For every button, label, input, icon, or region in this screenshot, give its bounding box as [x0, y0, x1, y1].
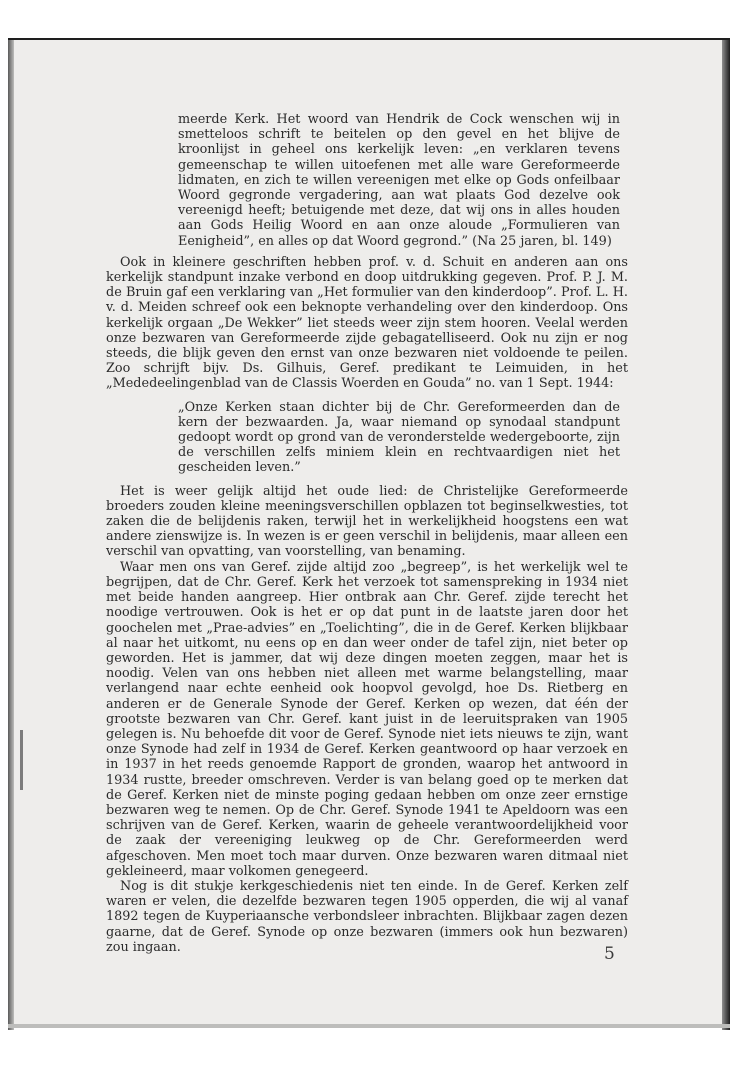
paragraph-samenspreking: Waar men ons van Geref. zijde altijd zoo „begreep”, is het werkelijk wel te begrijpen, dat de Chr. Geref. Kerk het verzoek tot samenspreking in 1934 niet met beide handen aangreep. Hier ontbrak aan Chr. Geref. zijde terecht het noodige vertrouwen. Ook is het er op dat punt in de laatste jaren door het goochelen met „Prae-advies” en „Toelichting”, die in de Geref. Kerken blijkbaar al naar het uitkomt, nu eens op en dan weer onder de tafel zijn, niet beter op geworden. Het is jammer, dat wij deze dingen moeten zeggen, maar het is noodig. Velen van ons hebben niet alleen met warme belangstelling, maar verlangend naar echte eenheid ook hoopvol gevolgd, hoe Ds. Rietberg en anderen er de Generale Synode der Geref. Kerken op wezen, dat één der grootste bezwaren van Chr. Geref. kant juist in de leeruitspraken van 1905 gelegen is. Nu behoefde dit voor de Geref. Synode niet iets nieuws te zijn, want onze Synode had zelf in 1934 de Geref. Kerken geantwoord op haar verzoek en in 1937 in het reeds genoemde Rapport de gronden, waarop het antwoord in 1934 rustte, breeder omschreven. Verder is van belang goed op te merken dat de Geref. Kerken niet de minste poging gedaan hebben om onze zeer ernstige bezwaren weg te nemen. Op de Chr. Geref. Synode 1941 te Apeldoorn was een schrijven van de Geref. Kerken, waarin de geheele verantwoordelijkheid voor de zaak der vereeniging leukweg op de Chr. Gereformeerden werd afgeschoven. Men moet toch maar durven. Onze bezwaren waren ditmaal niet gekleineerd, maar volkomen genegeerd.	[106, 559, 628, 879]
paragraph-kleinere-geschriften: Ook in kleinere geschriften hebben prof. v. d. Schuit en anderen aan ons kerkelijk standpunt inzake verbond en doop uitdrukking gegeven. Prof. P. J. M. de Bruin gaf een verklaring van „Het formulier van den kinderdoop”. Prof. L. H. v. d. Meiden schreef ook een beknopte verhandeling over den kinderdoop. Ons kerkelijk orgaan „De Wekker” liet steeds weer zijn stem hooren. Veelal werden onze bezwaren van Gereformeerde zijde gebagatelliseerd. Ook nu zijn er nog steeds, die blijk geven den ernst van onze bezwaren niet voldoende te peilen. Zoo schrijft bijv. Ds. Gilhuis, Geref. predikant te Leimuiden, in het „Mededeelingenblad van de Classis Woerden en Gouda” no. van 1 Sept. 1944:	[106, 254, 628, 392]
margin-mark	[20, 730, 23, 790]
book-page	[8, 38, 730, 1028]
page-bottom-edge	[8, 1024, 730, 1028]
quote-gilhuis: „Onze Kerken staan dichter bij de Chr. Gereformeerden dan de kern der bezwaarden. Ja, waar niemand op synodaal standpunt gedoopt wordt op grond van de veronderstelde wedergeboorte, zijn de verschillen zelfs miniem klein en rechtvaardigen niet het gescheiden leven.”	[178, 399, 620, 476]
paragraph-kerkgeschiedenis: Nog is dit stukje kerkgeschiedenis niet ten einde. In de Geref. Kerken zelf waren er velen, die dezelfde bezwaren tegen 1905 opperden, die wij al vanaf 1892 tegen de Kuyperiaansche verbondsleer inbrachten. Blijkbaar zagen dezen gaarne, dat de Geref. Synode op onze bezwaren (immers ook hun bezwaren) zou ingaan.	[106, 878, 628, 955]
scan-background	[0, 0, 738, 38]
body-text	[106, 112, 628, 955]
page-number: 5	[604, 944, 615, 964]
paragraph-oude-lied: Het is weer gelijk altijd het oude lied: de Christelijke Gereformeerde broeders zouden kleine meeningsverschillen opblazen tot beginselkwesties, tot zaken die de belijdenis raken, terwijl het in werkelijkheid hoogstens een wat andere zienswijze is. In wezen is er geen verschil in belijdenis, maar alleen een verschil van opvatting, van voorstelling, van benaming.	[106, 483, 628, 560]
page-spine-edge	[8, 40, 14, 1030]
quote-hendrik-de-cock: meerde Kerk. Het woord van Hendrik de Cock wenschen wij in smetteloos schrift te beitelen op den gevel en het blijve de kroonlijst in geheel ons kerkelijk leven: „en verklaren tevens gemeenschap te willen uitoefenen met alle ware Gereformeerde lidmaten, en zich te willen vereenigen met elke op Gods onfeilbaar Woord gegronde vergadering, aan wat plaats God dezelve ook vereenigd heeft; betuigende met deze, dat wij ons in alles houden aan Gods Heilig Woord en aan onze aloude „Formulieren van Eenigheid”, en alles op dat Woord gegrond.” (Na 25 jaren, bl. 149)	[178, 112, 620, 249]
page-right-edge	[722, 40, 730, 1030]
